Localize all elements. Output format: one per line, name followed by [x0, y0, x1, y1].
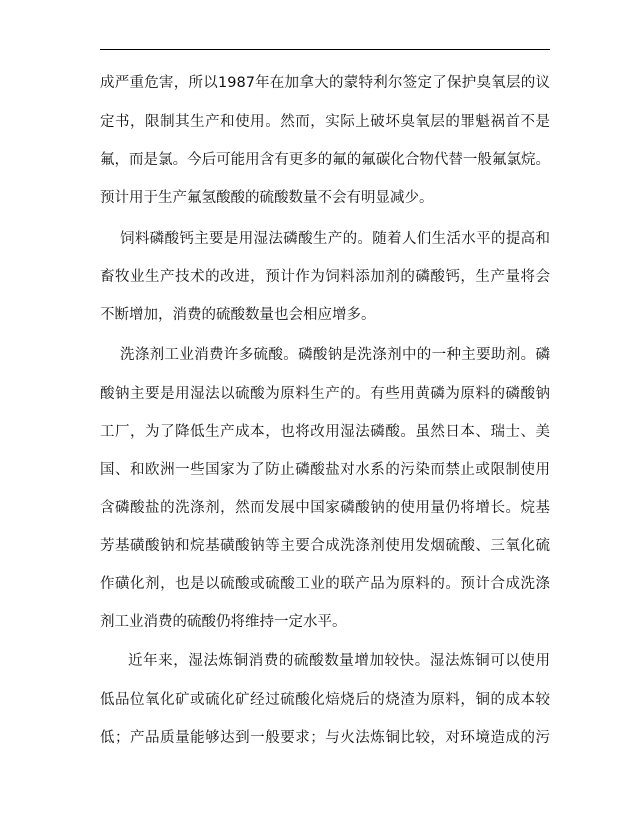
text-line: 低品位氧化矿或硫化矿经过硫酸化焙烧后的烧渣为原料，铜的成本较	[100, 692, 550, 708]
text-line: 预计用于生产氟氢酸酸的硫酸数量不会有明显减少。	[100, 190, 434, 206]
text-line: 酸钠主要是用湿法以硫酸为原料生产的。有些用黄磷为原料的磷酸钠	[100, 386, 550, 402]
text-line: 含磷酸盐的洗涤剂，然而发展中国家磷酸钠的使用量仍将增长。烷基	[100, 500, 550, 516]
text-line: 工厂，为了降低生产成本，也将改用湿法磷酸。虽然日本、瑞士、美	[100, 424, 550, 440]
text-line: 低；产品质量能够达到一般要求；与火法炼铜比较，对环境造成的污	[100, 730, 550, 746]
text-line: 洗涤剂工业消费许多硫酸。磷酸钠是洗涤剂中的一种主要助剂。磷	[120, 347, 550, 363]
text-line: 近年来，湿法炼铜消费的硫酸数量增加较快。湿法炼铜可以使用	[128, 653, 550, 669]
text-line: 芳基磺酸钠和烷基磺酸钠等主要合成洗涤剂使用发烟硫酸、三氧化硫	[100, 538, 550, 554]
text-line: 定书，限制其生产和使用。然而，实际上破坏臭氧层的罪魁祸首不是	[100, 114, 550, 130]
header-rule	[100, 49, 550, 50]
text-line: 饲料磷酸钙主要是用湿法磷酸生产的。随着人们生活水平的提高和	[120, 231, 550, 247]
text-line: 氟，而是氯。今后可能用含有更多的氟的氟碳化合物代替一般氟氯烷。	[100, 152, 550, 168]
text-line: 畜牧业生产技术的改进，预计作为饲料添加剂的磷酸钙，生产量将会	[100, 269, 550, 285]
text-line: 成严重危害，所以1987年在加拿大的蒙特利尔签定了保护臭氧层的议	[100, 75, 550, 91]
text-line: 剂工业消费的硫酸仍将维持一定水平。	[100, 614, 347, 630]
text-line: 作磺化剂，也是以硫酸或硫酸工业的联产品为原料的。预计合成洗涤	[100, 576, 550, 592]
text-line: 国、和欧洲一些国家为了防止磷酸盐对水系的污染而禁止或限制使用	[100, 462, 550, 478]
text-line: 不断增加，消费的硫酸数量也会相应增多。	[100, 307, 376, 323]
